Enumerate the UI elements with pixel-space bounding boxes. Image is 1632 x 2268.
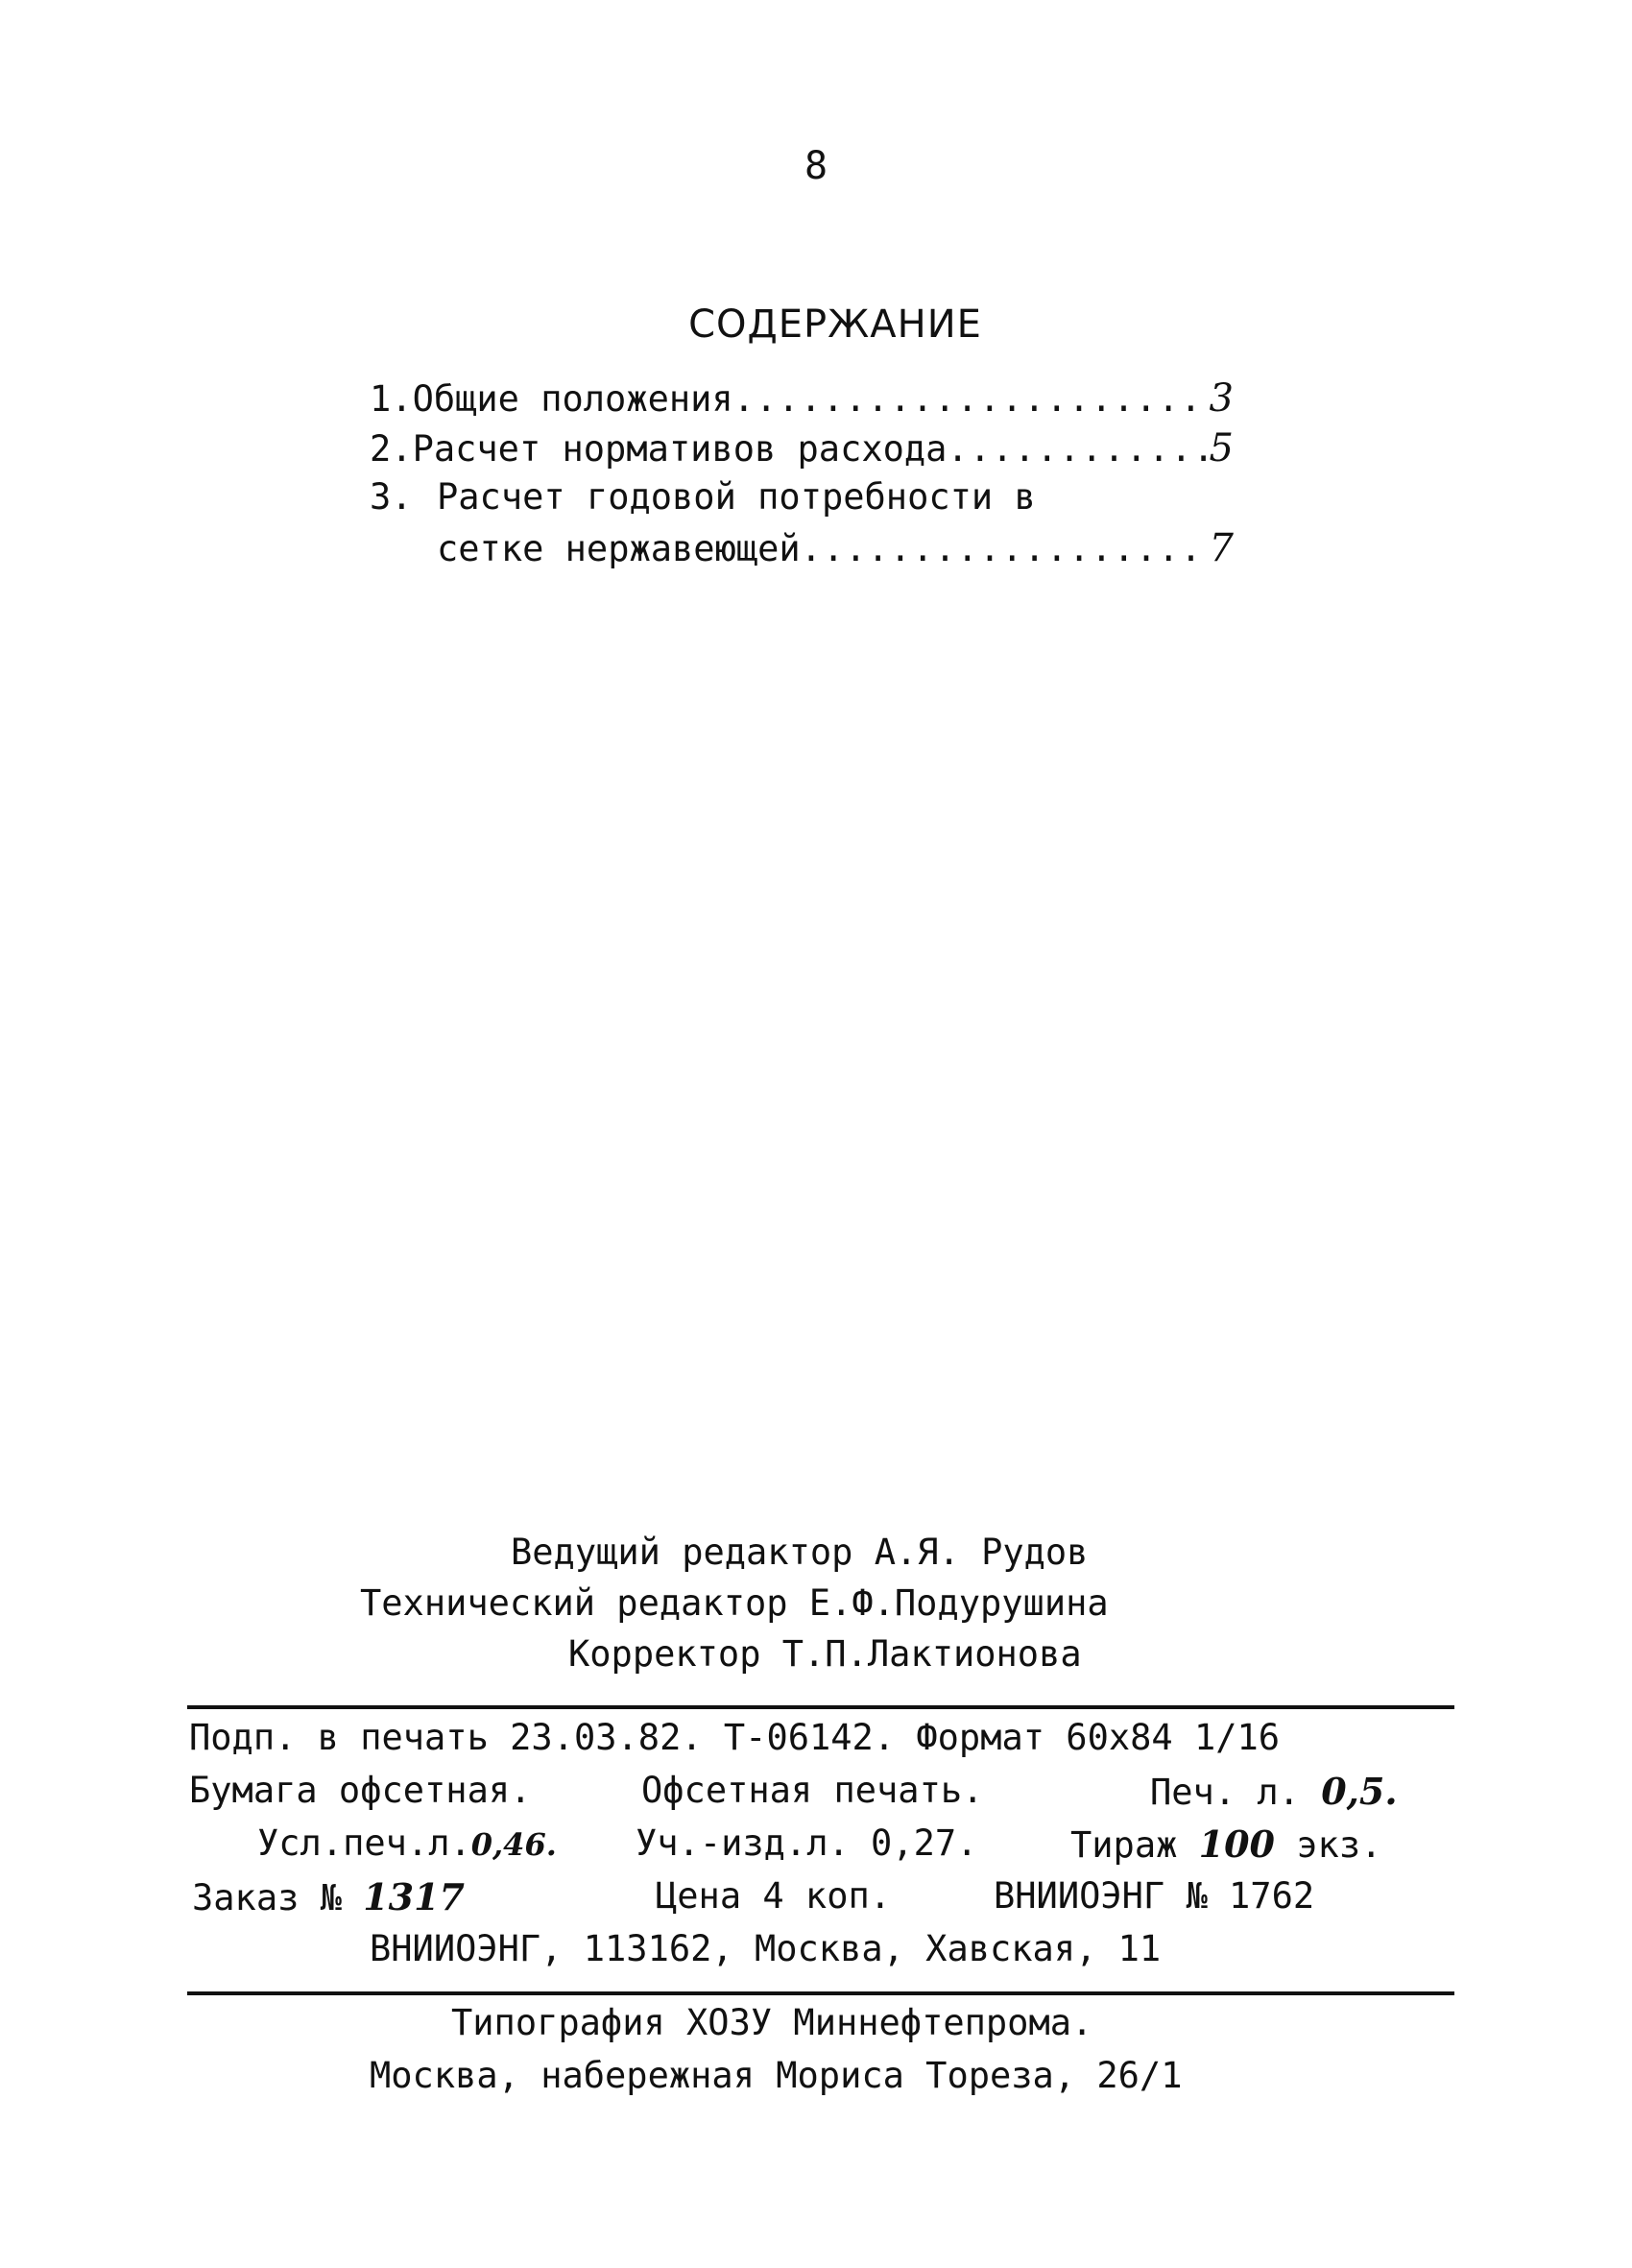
imprint-circ-value: 100 [1198,1822,1275,1866]
toc-title: СОДЕРЖАНИЕ [688,302,982,347]
imprint-cond-value: 0,46. [470,1826,557,1863]
lead-editor-credit: Ведущий редактор А.Я. Рудов [511,1532,1089,1573]
imprint-sheets-value: 0,5. [1321,1770,1398,1813]
tech-editor-credit: Технический редактор Е.Ф.Подурушина [360,1582,1109,1624]
imprint-address: ВНИИОЭНГ, 113162, Москва, Хавская, 11 [370,1928,1162,1969]
imprint-printing: Офсетная печать. [641,1770,984,1811]
toc-item-text: сетке нержавеющей [437,528,801,569]
toc-item-text: Общие положения [412,378,733,420]
toc-item-page: 3 [1209,376,1234,421]
imprint-price: Цена 4 коп. [656,1875,892,1917]
printer-address: Москва, набережная Мориса Тореза, 26/1 [370,2055,1183,2096]
imprint-paper: Бумага офсетная. [189,1770,532,1811]
toc-item-page: 5 [1209,426,1234,470]
toc-item-text: Расчет нормативов расхода [412,428,948,470]
corrector-credit: Корректор Т.П.Лактионова [568,1633,1082,1675]
toc-item-text: Расчет годовой потребности в [437,476,1036,518]
imprint-order-label: Заказ № [192,1877,342,1918]
divider-bottom [187,1991,1454,1995]
imprint-sheets-label: Печ. л. [1150,1772,1300,1813]
imprint-circ-label: Тираж [1070,1824,1178,1866]
toc-item-number: 1. [370,378,413,420]
page-number: 8 [804,144,828,188]
imprint-edu-sheets: Уч.-изд.л. 0,27. [636,1822,978,1864]
imprint-circ-unit: экз. [1296,1824,1382,1866]
imprint-sheets [1150,1770,1398,1813]
imprint-signed-line: Подп. в печать 23.03.82. Т-06142. Формат 60х84 1/16 [189,1717,1281,1758]
toc-item-number: 2. [370,428,413,470]
imprint-vniioeng-number: ВНИИОЭНГ № 1762 [994,1875,1315,1917]
toc-leader-dots [801,528,1210,569]
imprint-order [192,1875,465,1918]
toc-item-number: 3. [370,476,413,518]
toc-item-page: 7 [1209,526,1234,570]
imprint-order-value: 1317 [363,1875,465,1918]
divider-top [187,1705,1454,1709]
toc-leader-dots [733,378,1210,420]
imprint-circulation [1070,1822,1381,1866]
toc-item-3-continued [437,526,1234,570]
imprint-conditional-sheets [257,1822,557,1864]
toc-item-1 [370,376,1234,421]
imprint-cond-label: Усл.печ.л. [257,1822,471,1864]
printer-name: Типография ХОЗУ Миннефтепрома. [451,2002,1093,2043]
toc-item-3 [370,476,1234,518]
toc-item-2 [370,426,1234,470]
toc-leader-dots [947,428,1209,470]
